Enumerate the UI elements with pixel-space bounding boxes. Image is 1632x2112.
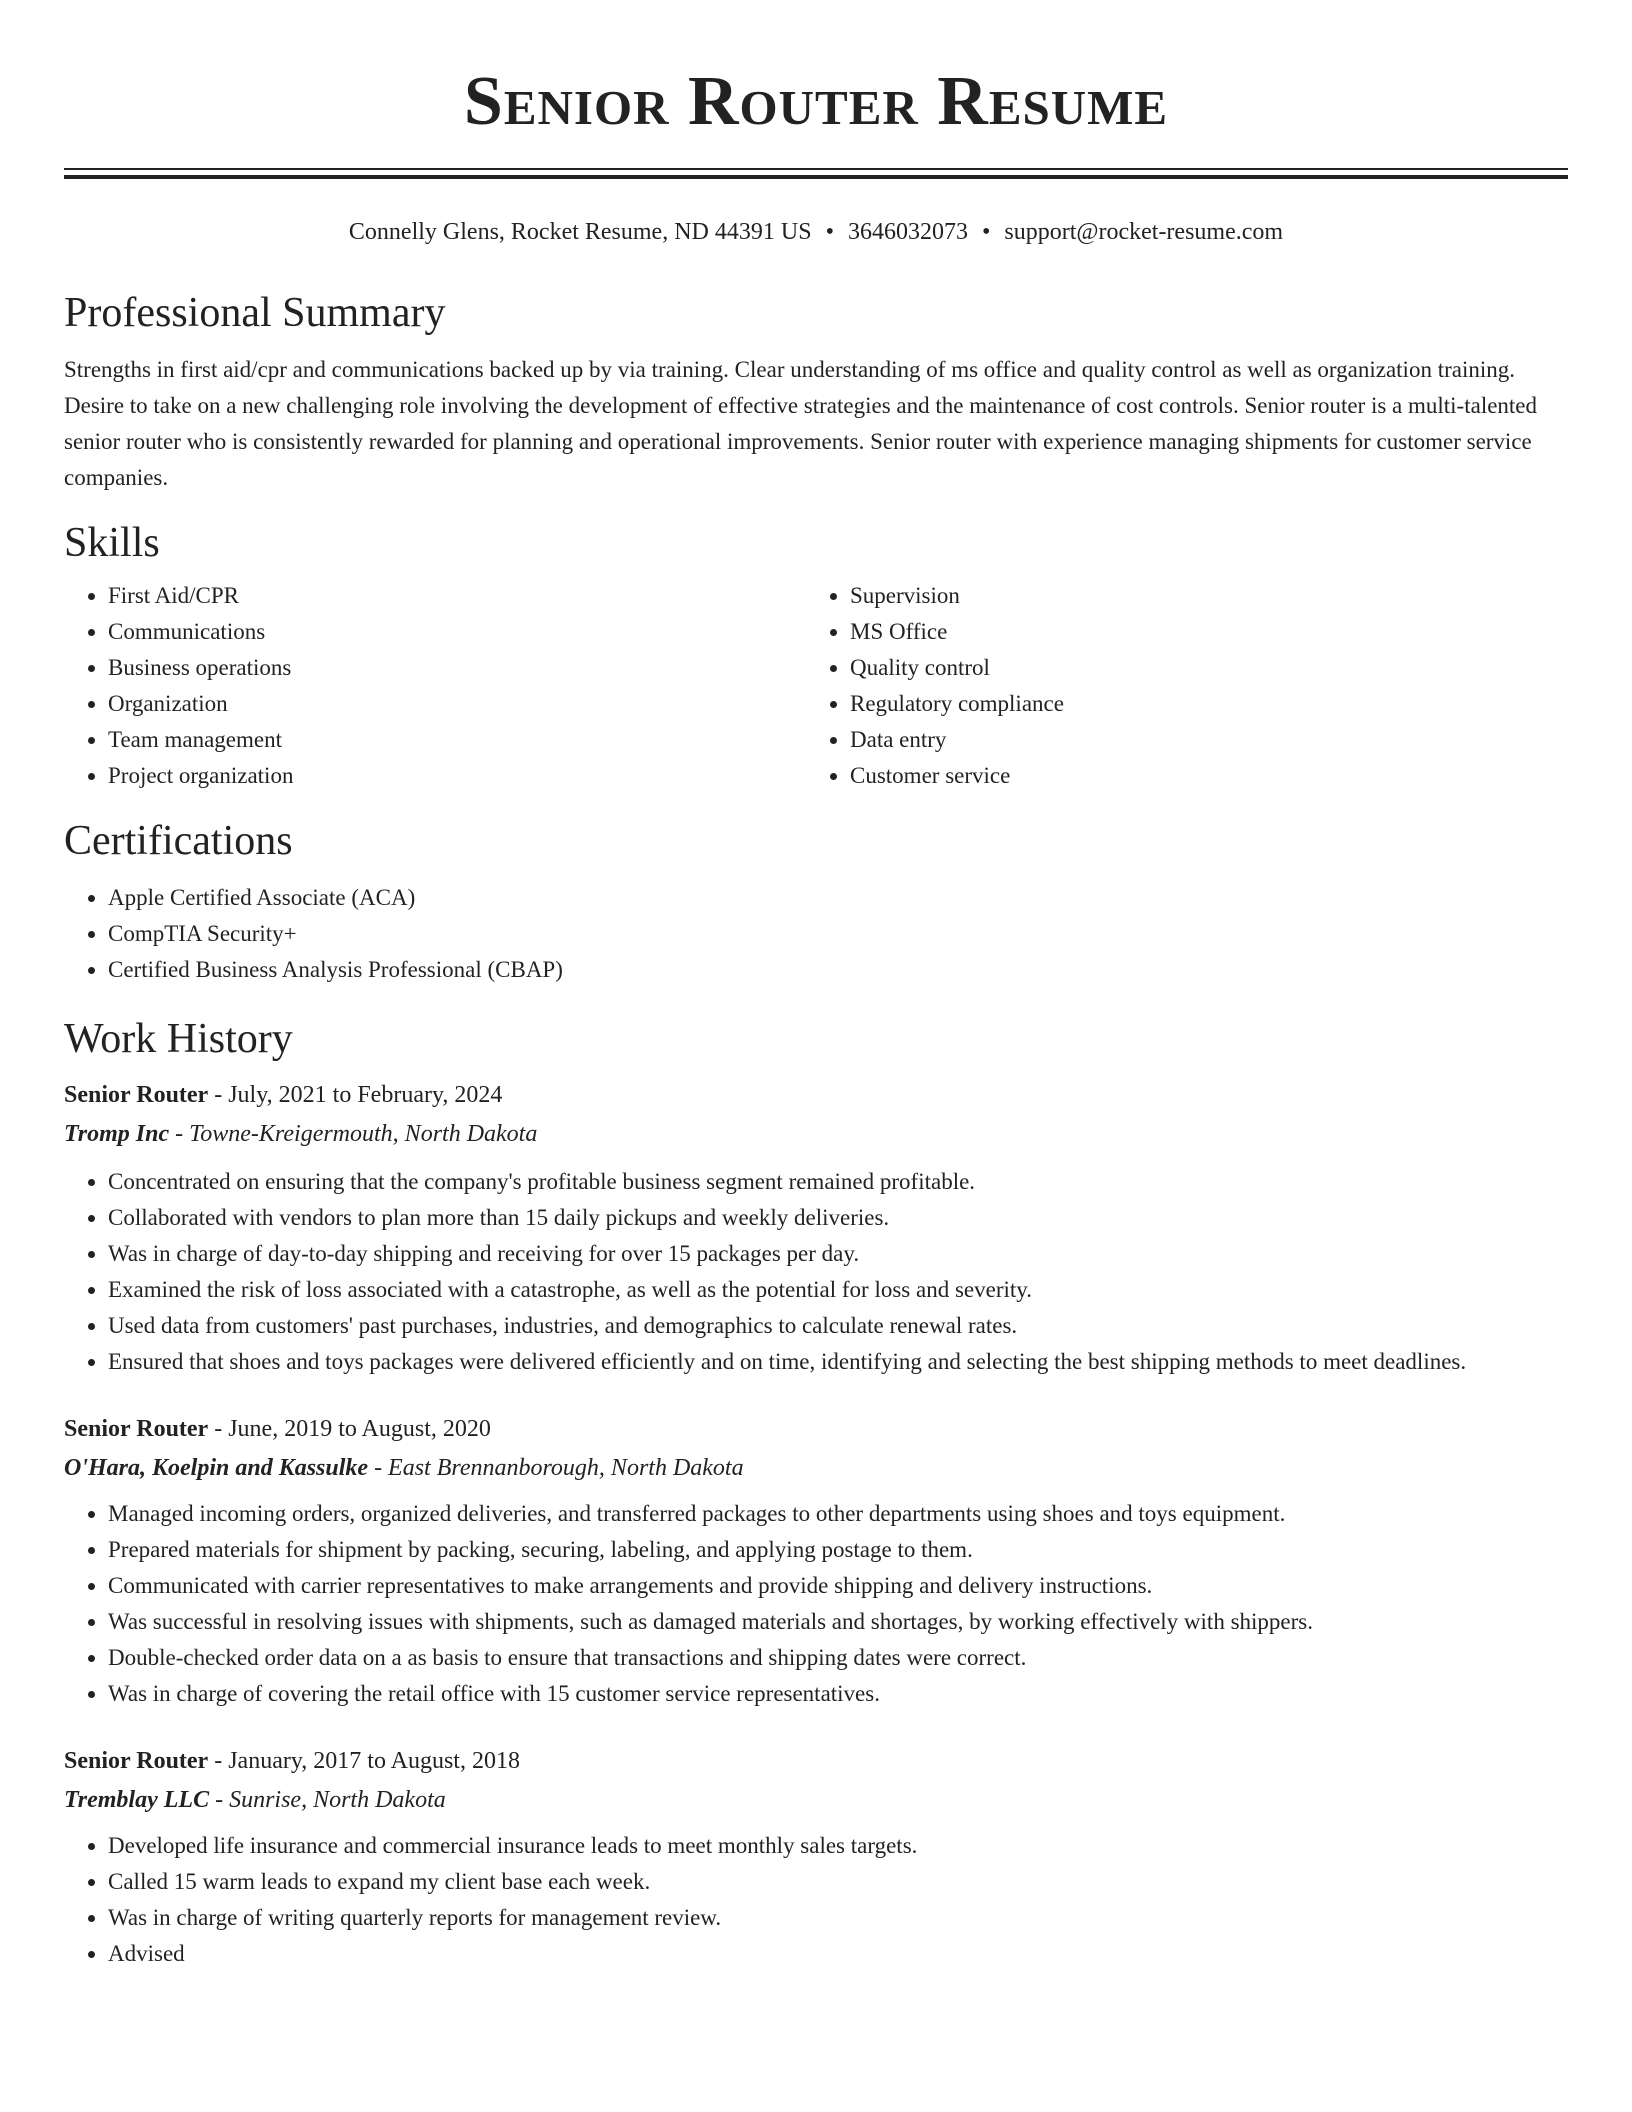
skill-item: • Business operations bbox=[108, 650, 806, 686]
job-duties bbox=[64, 1164, 1568, 1380]
contact-email: support@rocket-resume.com bbox=[1004, 219, 1284, 245]
contact-phone: 3646032073 bbox=[847, 219, 968, 245]
job-header bbox=[64, 1410, 1568, 1448]
job-dates: - July, 2021 to February, 2024 bbox=[208, 1082, 503, 1108]
resume-title: Senior Router Resume bbox=[463, 63, 1169, 140]
job-company: O'Hara, Koelpin and Kassulke bbox=[64, 1455, 369, 1481]
skill-item: • Data entry bbox=[850, 722, 1548, 758]
summary-heading: Professional Summary bbox=[64, 290, 446, 336]
job-duty: • Concentrated on ensuring that the company's profitable business segment remained profitable. bbox=[108, 1164, 1568, 1200]
certification-item: • CompTIA Security+ bbox=[108, 916, 1568, 952]
job-duty: • Called 15 warm leads to expand my client base each week. bbox=[108, 1864, 1568, 1900]
work-history-heading: Work History bbox=[64, 1016, 293, 1062]
job-title: Senior Router bbox=[64, 1082, 209, 1108]
job-duty: • Collaborated with vendors to plan more than 15 daily pickups and weekly deliveries. bbox=[108, 1200, 1568, 1236]
contact-line bbox=[64, 216, 1568, 248]
contact-separator: • bbox=[981, 219, 991, 245]
skill-item: • Organization bbox=[108, 686, 806, 722]
job-duty: • Was in charge of writing quarterly reports for management review. bbox=[108, 1900, 1568, 1936]
job-dates: - June, 2019 to August, 2020 bbox=[208, 1416, 491, 1442]
job-employer bbox=[64, 1448, 1568, 1488]
job-duty: • Examined the risk of loss associated with a catastrophe, as well as the potential for loss and severity. bbox=[108, 1272, 1568, 1308]
job-employer bbox=[64, 1114, 1568, 1154]
certifications-list bbox=[64, 880, 1568, 988]
job-employer bbox=[64, 1780, 1568, 1820]
job-duty: • Was in charge of covering the retail office with 15 customer service representatives. bbox=[108, 1676, 1568, 1712]
job-header bbox=[64, 1076, 1568, 1114]
job-duty: • Communicated with carrier representatives to make arrangements and provide shipping and delivery instructions. bbox=[108, 1568, 1568, 1604]
job-company: Tromp Inc bbox=[64, 1121, 170, 1147]
job-entry bbox=[64, 1410, 1568, 1712]
job-location: - Sunrise, North Dakota bbox=[209, 1787, 446, 1813]
skills-list bbox=[64, 578, 1568, 794]
skill-item: • Communications bbox=[108, 614, 806, 650]
job-company: Tremblay LLC bbox=[64, 1787, 210, 1813]
skills-column-right bbox=[806, 578, 1548, 794]
job-header bbox=[64, 1742, 1568, 1780]
skill-item: • First Aid/CPR bbox=[108, 578, 806, 614]
contact-separator: • bbox=[825, 219, 834, 245]
skill-item: • Project organization bbox=[108, 758, 806, 794]
job-entry bbox=[64, 1742, 1568, 1972]
job-duty: • Used data from customers' past purchases, industries, and demographics to calculate renewal rates. bbox=[108, 1308, 1568, 1344]
job-duty: • Was successful in resolving issues with shipments, such as damaged materials and shortages, by working effectively with shippers. bbox=[108, 1604, 1568, 1640]
certification-item: • Apple Certified Associate (ACA) bbox=[108, 880, 1568, 916]
certifications-heading: Certifications bbox=[64, 818, 293, 864]
skill-item: • Customer service bbox=[850, 758, 1548, 794]
skills-column-left bbox=[64, 578, 806, 794]
job-duty: • Was in charge of day-to-day shipping and receiving for over 15 packages per day. bbox=[108, 1236, 1568, 1272]
job-location: - Towne-Kreigermouth, North Dakota bbox=[169, 1121, 538, 1147]
skill-item: • MS Office bbox=[850, 614, 1548, 650]
skill-item: • Regulatory compliance bbox=[850, 686, 1548, 722]
skill-item: • Quality control bbox=[850, 650, 1548, 686]
skill-item: • Supervision bbox=[850, 578, 1548, 614]
job-title: Senior Router bbox=[64, 1748, 209, 1774]
job-duties bbox=[64, 1828, 1568, 1972]
job-dates: - January, 2017 to August, 2018 bbox=[208, 1748, 520, 1774]
job-duties bbox=[64, 1496, 1568, 1712]
summary-text: Strengths in first aid/cpr and communications backed up by via training. Clear understanding of ms office and quality control as well as organization training. Desire to take on a new challenging role involving the development of effective strategies and the maintenance of cost controls. Senior router is a multi-talented senior router who is consistently rewarded for planning and operational improvements. Senior router with experience managing shipments for customer service companies. bbox=[64, 357, 1538, 490]
resume-page bbox=[64, 0, 1568, 1972]
skill-item: • Team management bbox=[108, 722, 806, 758]
job-entry bbox=[64, 1076, 1568, 1380]
divider-thick-line bbox=[64, 175, 1568, 179]
title-divider bbox=[64, 168, 1568, 180]
skills-heading: Skills bbox=[64, 520, 160, 566]
job-duty: • Advised bbox=[108, 1936, 1568, 1972]
job-duty: • Prepared materials for shipment by packing, securing, labeling, and applying postage to them. bbox=[108, 1532, 1568, 1568]
job-duty: • Managed incoming orders, organized deliveries, and transferred packages to other departments using shoes and toys equipment. bbox=[108, 1496, 1568, 1532]
job-duty: • Ensured that shoes and toys packages were delivered efficiently and on time, identifying and selecting the best shipping methods to meet deadlines. bbox=[108, 1344, 1568, 1380]
job-duty: • Developed life insurance and commercial insurance leads to meet monthly sales targets. bbox=[108, 1828, 1568, 1864]
job-duty: • Double-checked order data on a as basis to ensure that transactions and shipping dates were correct. bbox=[108, 1640, 1568, 1676]
job-location: - East Brennanborough, North Dakota bbox=[368, 1455, 744, 1481]
certification-item: • Certified Business Analysis Professional (CBAP) bbox=[108, 952, 1568, 988]
divider-thin-line bbox=[64, 168, 1568, 170]
job-title: Senior Router bbox=[64, 1416, 209, 1442]
contact-address: Connelly Glens, Rocket Resume, ND 44391 US bbox=[348, 219, 812, 245]
